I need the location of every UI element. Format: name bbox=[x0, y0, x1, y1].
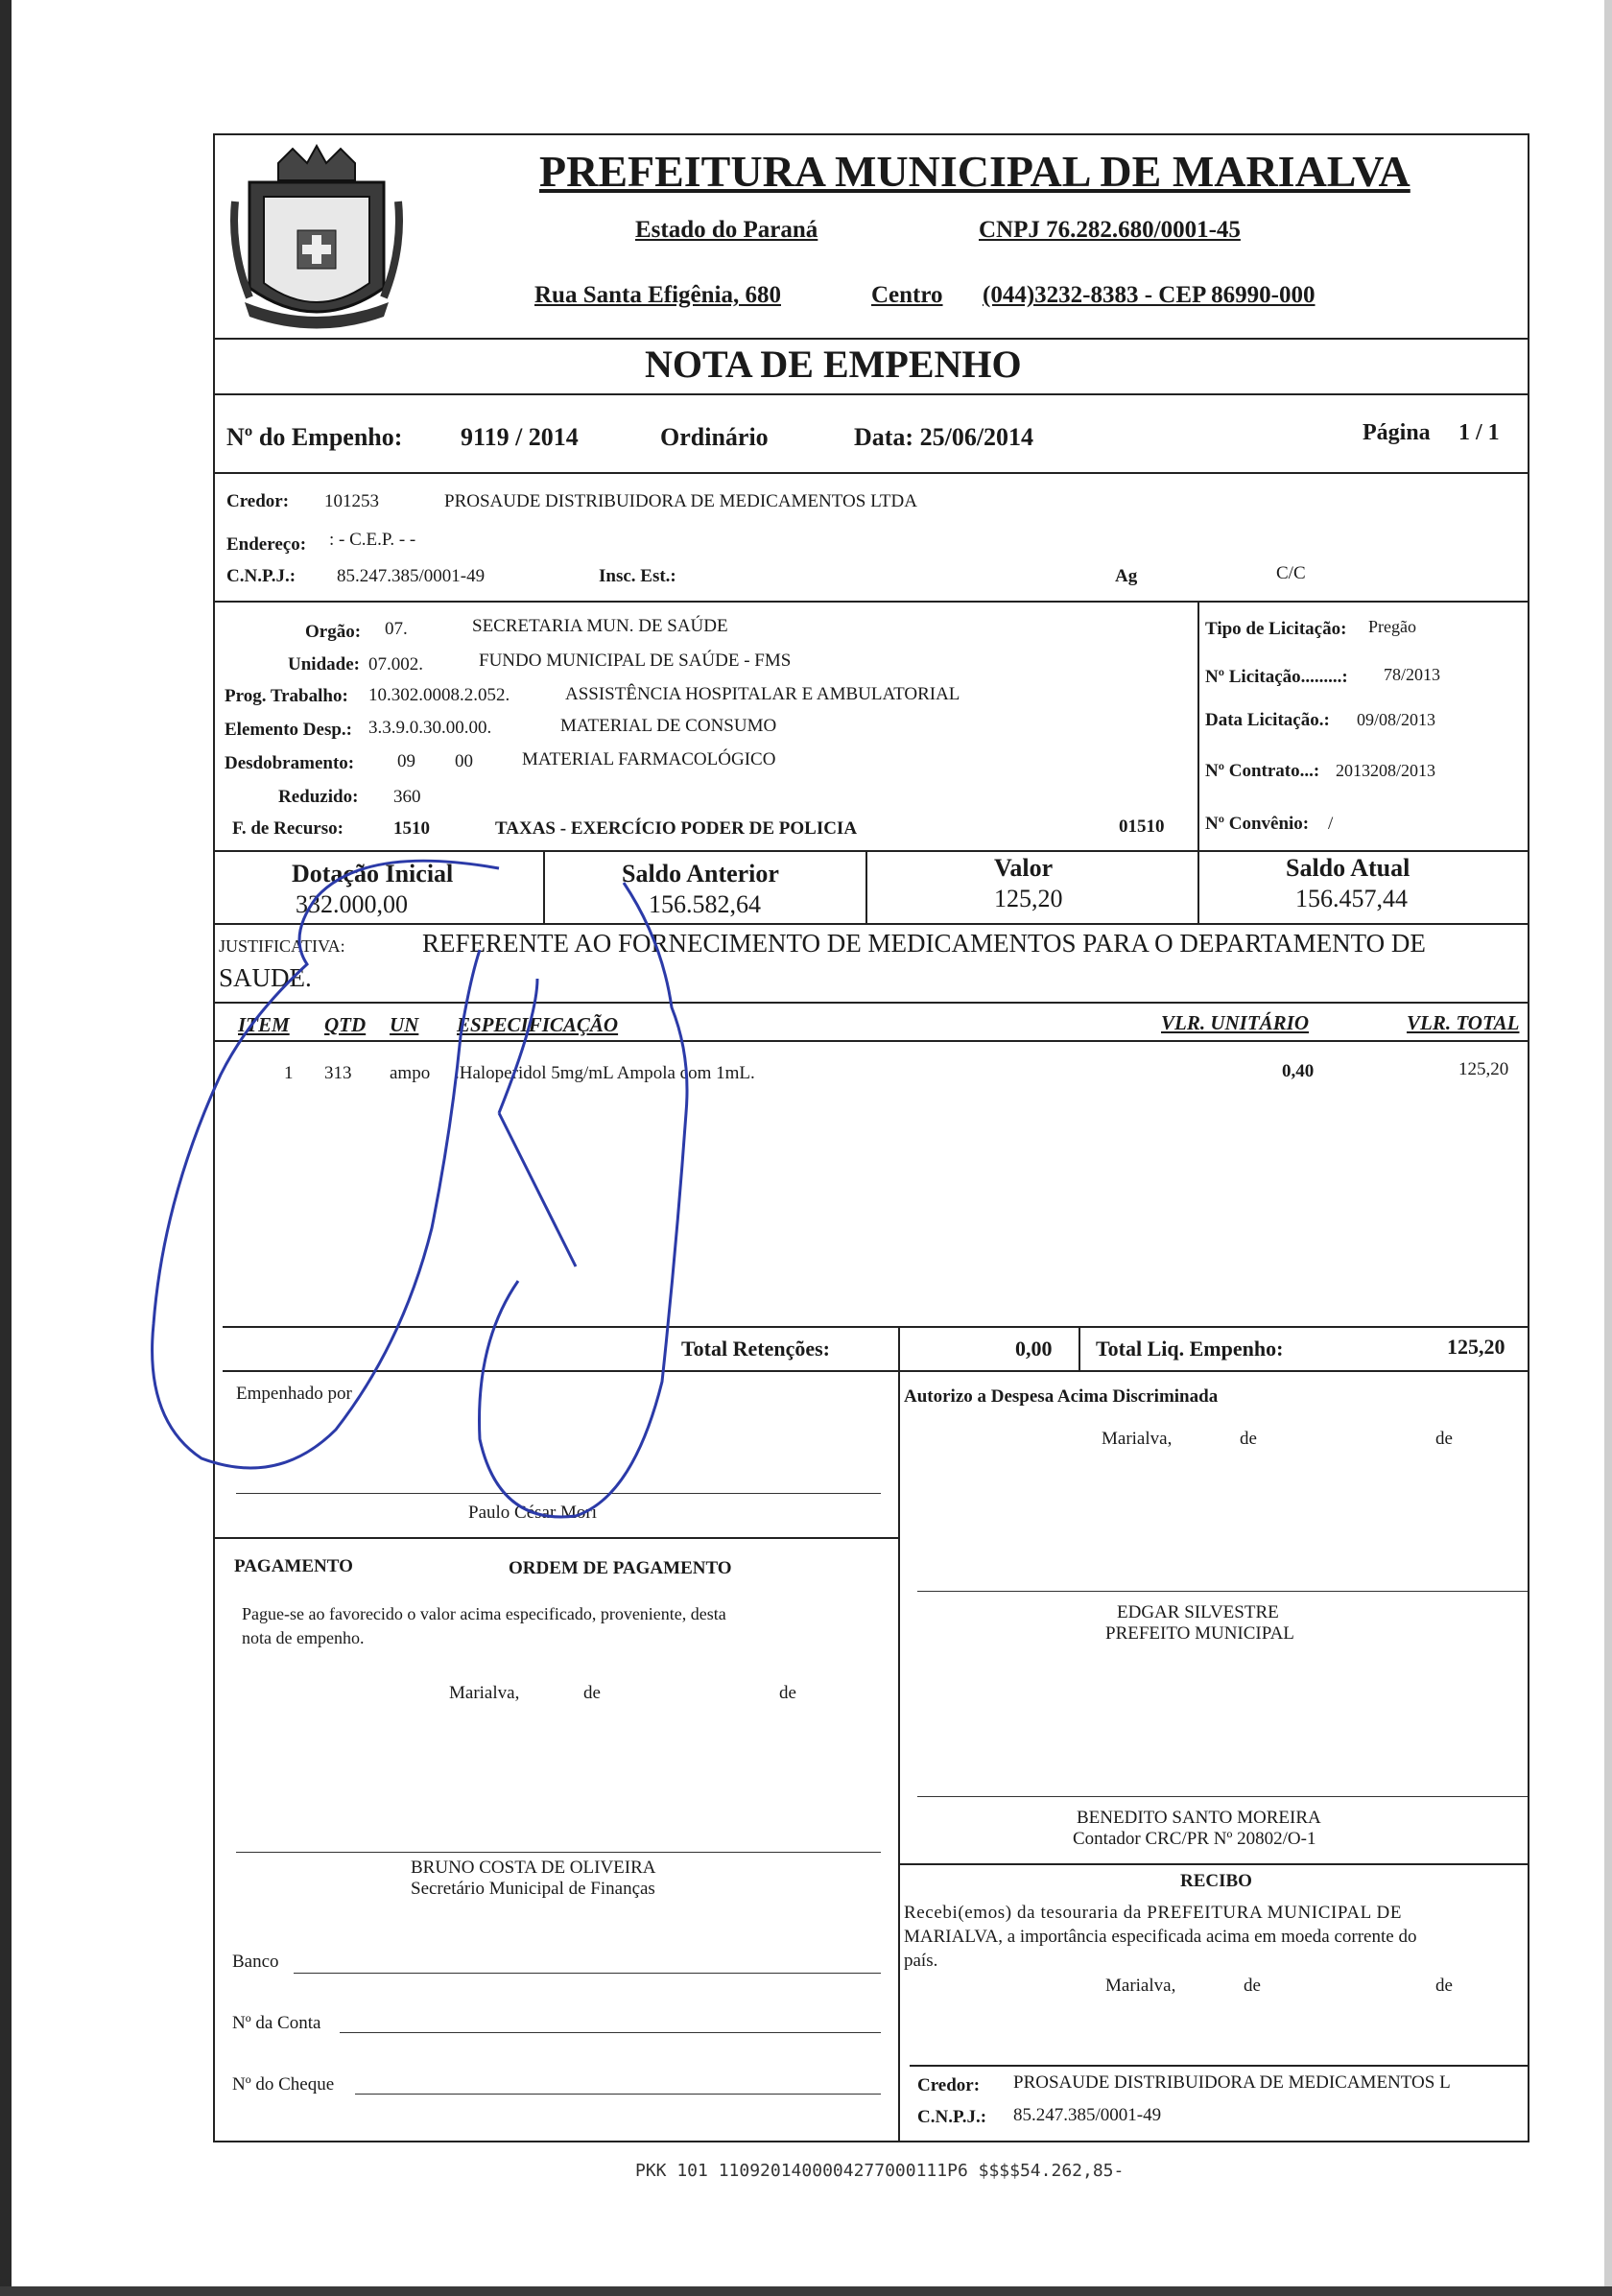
cc-label: C/C bbox=[1276, 563, 1306, 583]
divider bbox=[213, 393, 1529, 395]
prog-code: 10.302.0008.2.052. bbox=[368, 685, 510, 705]
recibo-de-1: de bbox=[1244, 1976, 1261, 1996]
unidade-code: 07.002. bbox=[368, 654, 423, 675]
saldo-atual-label: Saldo Atual bbox=[1286, 854, 1410, 882]
pagamento-de-1: de bbox=[583, 1683, 601, 1703]
credor-code: 101253 bbox=[324, 491, 379, 511]
header-phone-cep: (044)3232-8383 - CEP 86990-000 bbox=[983, 282, 1316, 308]
header-street: Rua Santa Efigênia, 680 bbox=[534, 282, 781, 308]
banco-field-line bbox=[294, 1973, 881, 1974]
desdob-label: Desdobramento: bbox=[225, 753, 355, 773]
page-label: Página bbox=[1363, 420, 1431, 445]
divider bbox=[865, 850, 867, 925]
col-item: ITEM bbox=[238, 1013, 290, 1036]
saldo-anterior-value: 156.582,64 bbox=[649, 890, 761, 918]
pagamento-de-2: de bbox=[779, 1683, 796, 1703]
contrato-label: Nº Contrato...: bbox=[1205, 761, 1320, 781]
credor-footer-cnpj-value: 85.247.385/0001-49 bbox=[1013, 2105, 1162, 2125]
credor-label: Credor: bbox=[226, 491, 290, 511]
desdob-code2: 00 bbox=[455, 751, 473, 771]
justificativa-text-1: REFERENTE AO FORNECIMENTO DE MEDICAMENTOS PARA O DEPARTAMENTO DE bbox=[422, 929, 1426, 958]
unidade-label: Unidade: bbox=[288, 654, 360, 675]
saldo-anterior-label: Saldo Anterior bbox=[622, 860, 779, 888]
orgao-name: SECRETARIA MUN. DE SAÚDE bbox=[472, 616, 728, 636]
doc-title: NOTA DE EMPENHO bbox=[645, 343, 1022, 386]
reduzido-value: 360 bbox=[393, 787, 421, 807]
divider bbox=[898, 1326, 900, 1370]
header-district: Centro bbox=[871, 282, 943, 308]
cheque-field-line bbox=[355, 2094, 881, 2095]
credor-footer-cnpj-label: C.N.P.J.: bbox=[917, 2107, 987, 2127]
data-licitacao-label: Data Licitação.: bbox=[1205, 710, 1330, 730]
empenhado-signer: Paulo César Mori bbox=[468, 1503, 598, 1523]
conta-label: Nº da Conta bbox=[232, 2013, 321, 2033]
credor-footer-label: Credor: bbox=[917, 2075, 981, 2095]
col-especificacao: ESPECIFICAÇÃO bbox=[457, 1013, 619, 1036]
desdob-code1: 09 bbox=[397, 751, 415, 771]
total-liq-label: Total Liq. Empenho: bbox=[1096, 1337, 1284, 1361]
recurso-code2: 01510 bbox=[1119, 817, 1165, 837]
signature-line bbox=[917, 1591, 1528, 1592]
contador-role: Contador CRC/PR Nº 20802/O-1 bbox=[1073, 1829, 1316, 1849]
signature-line bbox=[236, 1852, 881, 1853]
autorizo-label: Autorizo a Despesa Acima Discriminada bbox=[904, 1386, 1219, 1407]
divider bbox=[213, 1537, 898, 1539]
data-licitacao-value: 09/08/2013 bbox=[1357, 710, 1436, 729]
item-number: 1 bbox=[284, 1063, 294, 1083]
signature-line bbox=[917, 1796, 1528, 1797]
col-qtd: QTD bbox=[324, 1013, 367, 1036]
prefeito-name: EDGAR SILVESTRE bbox=[1117, 1602, 1279, 1622]
orgao-label: Orgão: bbox=[305, 622, 362, 642]
credor-cnpj-label: C.N.P.J.: bbox=[226, 566, 296, 586]
contrato-value: 2013208/2013 bbox=[1336, 761, 1436, 780]
divider bbox=[213, 338, 1529, 340]
divider bbox=[1079, 1326, 1080, 1370]
item-un: ampo bbox=[390, 1063, 431, 1083]
scan-edge-right bbox=[1604, 0, 1612, 2296]
convenio-label: Nº Convênio: bbox=[1205, 814, 1310, 834]
prefeito-role: PREFEITO MUNICIPAL bbox=[1105, 1623, 1294, 1644]
unidade-name: FUNDO MUNICIPAL DE SAÚDE - FMS bbox=[479, 651, 792, 671]
pagamento-place: Marialva, bbox=[449, 1683, 520, 1703]
elemento-code: 3.3.9.0.30.00.00. bbox=[368, 718, 492, 738]
desdob-name: MATERIAL FARMACOLÓGICO bbox=[522, 749, 776, 769]
reduzido-label: Reduzido: bbox=[278, 787, 359, 807]
recibo-label: RECIBO bbox=[1180, 1871, 1252, 1891]
empenhado-label: Empenhado por bbox=[236, 1384, 352, 1404]
empenho-type: Ordinário bbox=[660, 423, 769, 451]
recurso-label: F. de Recurso: bbox=[232, 818, 344, 839]
municipal-crest-logo bbox=[230, 144, 403, 341]
recurso-name: TAXAS - EXERCÍCIO PODER DE POLICIA bbox=[495, 818, 858, 839]
signature-line bbox=[236, 1493, 881, 1494]
total-liq-value: 125,20 bbox=[1447, 1335, 1505, 1359]
autorizo-de-2: de bbox=[1435, 1429, 1453, 1449]
dotacao-inicial-value: 332.000,00 bbox=[296, 890, 408, 918]
recibo-text-1: Recebi(emos) da tesouraria da PREFEITURA MUNICIPAL DE bbox=[904, 1903, 1403, 1923]
endereco-value: : - C.E.P. - - bbox=[329, 530, 416, 550]
empenho-date: Data: 25/06/2014 bbox=[854, 423, 1034, 451]
justificativa-text-2: SAUDE. bbox=[219, 963, 312, 992]
prog-label: Prog. Trabalho: bbox=[225, 686, 348, 706]
convenio-value: / bbox=[1328, 814, 1334, 834]
valor-value: 125,20 bbox=[994, 885, 1063, 912]
pagamento-text-1: Pague-se ao favorecido o valor acima especificado, proveniente, desta bbox=[242, 1604, 726, 1623]
banco-label: Banco bbox=[232, 1952, 279, 1972]
scan-edge-left bbox=[0, 0, 12, 2296]
secretario-name: BRUNO COSTA DE OLIVEIRA bbox=[411, 1858, 656, 1878]
numero-licitacao-label: Nº Licitação.........: bbox=[1205, 667, 1348, 687]
header-cnpj: CNPJ 76.282.680/0001-45 bbox=[979, 217, 1241, 243]
credor-footer-name: PROSAUDE DISTRIBUIDORA DE MEDICAMENTOS L bbox=[1013, 2072, 1451, 2093]
divider bbox=[223, 1326, 1529, 1328]
cheque-label: Nº do Cheque bbox=[232, 2074, 335, 2095]
divider bbox=[223, 1370, 1529, 1372]
col-vlr-total: VLR. TOTAL bbox=[1407, 1011, 1520, 1034]
empenho-label: Nº do Empenho: bbox=[226, 423, 403, 451]
dotacao-inicial-label: Dotação Inicial bbox=[292, 860, 454, 888]
elemento-label: Elemento Desp.: bbox=[225, 720, 352, 740]
recibo-de-2: de bbox=[1435, 1976, 1453, 1996]
retencoes-label: Total Retenções: bbox=[681, 1337, 830, 1361]
item-vlr-total: 125,20 bbox=[1458, 1059, 1509, 1079]
endereco-label: Endereço: bbox=[226, 534, 307, 555]
numero-licitacao-value: 78/2013 bbox=[1384, 665, 1441, 684]
divider bbox=[1197, 601, 1199, 850]
credor-name: PROSAUDE DISTRIBUIDORA DE MEDICAMENTOS LTDA bbox=[444, 491, 917, 511]
item-qtd: 313 bbox=[324, 1063, 352, 1083]
justificativa-label: JUSTIFICATIVA: bbox=[219, 936, 345, 956]
divider bbox=[898, 1370, 900, 2142]
insc-label: Insc. Est.: bbox=[599, 566, 676, 586]
tipo-licitacao-value: Pregão bbox=[1368, 617, 1416, 636]
tipo-licitacao-label: Tipo de Licitação: bbox=[1205, 619, 1347, 639]
ordem-pagamento-label: ORDEM DE PAGAMENTO bbox=[509, 1558, 732, 1578]
pagamento-label: PAGAMENTO bbox=[234, 1556, 353, 1576]
divider bbox=[213, 601, 1529, 603]
recibo-text-3: país. bbox=[904, 1951, 938, 1971]
retencoes-value: 0,00 bbox=[1015, 1337, 1053, 1361]
col-vlr-unitario: VLR. UNITÁRIO bbox=[1161, 1011, 1310, 1034]
ag-label: Ag bbox=[1115, 566, 1138, 586]
empenho-number: 9119 / 2014 bbox=[461, 423, 579, 451]
divider bbox=[213, 923, 1529, 925]
contador-name: BENEDITO SANTO MOREIRA bbox=[1077, 1808, 1321, 1828]
divider bbox=[213, 1002, 1529, 1004]
autorizo-de-1: de bbox=[1240, 1429, 1257, 1449]
col-un: UN bbox=[390, 1013, 419, 1036]
item-espec: .Haloperidol 5mg/mL Ampola com 1mL. bbox=[455, 1063, 755, 1083]
recibo-text-2: MARIALVA, a importância especificada acima em moeda corrente do bbox=[904, 1927, 1417, 1947]
item-vlr-unit: 0,40 bbox=[1282, 1061, 1315, 1081]
ocr-code-line: PKK 101 1109201400004277000111P6 $$$$54.262,85- bbox=[635, 2161, 1125, 2181]
autorizo-place: Marialva, bbox=[1102, 1429, 1173, 1449]
secretario-role: Secretário Municipal de Finanças bbox=[411, 1879, 655, 1899]
divider bbox=[213, 472, 1529, 474]
conta-field-line bbox=[340, 2032, 881, 2033]
header-state: Estado do Paraná bbox=[635, 217, 818, 243]
page-value: 1 / 1 bbox=[1458, 420, 1500, 445]
divider bbox=[898, 1863, 1529, 1865]
saldo-atual-value: 156.457,44 bbox=[1295, 885, 1408, 912]
divider bbox=[213, 1040, 1529, 1042]
prog-name: ASSISTÊNCIA HOSPITALAR E AMBULATORIAL bbox=[565, 684, 960, 704]
valor-label: Valor bbox=[994, 854, 1054, 882]
divider bbox=[543, 850, 545, 925]
scan-edge-bottom bbox=[0, 2286, 1612, 2296]
divider bbox=[910, 2065, 1529, 2067]
elemento-name: MATERIAL DE CONSUMO bbox=[560, 716, 777, 736]
divider bbox=[213, 850, 1529, 852]
pagamento-text-2: nota de empenho. bbox=[242, 1628, 365, 1647]
orgao-code: 07. bbox=[385, 619, 408, 639]
recurso-code: 1510 bbox=[393, 818, 430, 839]
divider bbox=[1197, 850, 1199, 925]
recibo-place: Marialva, bbox=[1105, 1976, 1176, 1996]
page-title: PREFEITURA MUNICIPAL DE MARIALVA bbox=[539, 147, 1410, 196]
credor-cnpj-value: 85.247.385/0001-49 bbox=[337, 566, 486, 586]
